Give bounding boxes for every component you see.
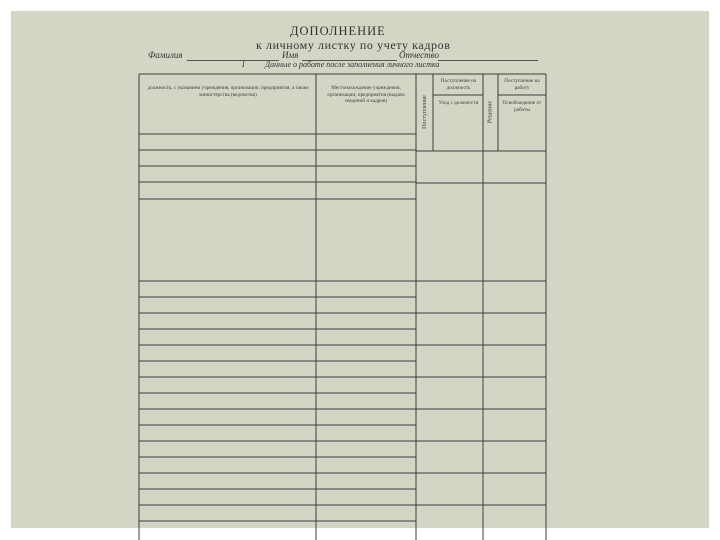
- col-admission-header: Поступление: [422, 95, 428, 129]
- form-title: ДОПОЛНЕНИЕ: [290, 24, 386, 38]
- col-position-header: должность, с указанием учреждения, организации, предприятия, а также министерства (ведомства): [147, 85, 309, 98]
- name-label: Имя: [282, 50, 299, 60]
- col-leave-header: Уход с должности: [438, 100, 479, 106]
- patronymic-label: Отчество: [399, 50, 439, 60]
- col-hire-header: Поступление на должность: [440, 78, 477, 91]
- surname-label: Фамилия: [148, 50, 183, 60]
- form-subtitle: к личному листку по учету кадров: [256, 38, 451, 52]
- section-title: Данные о работе после заполнения личного листка: [265, 60, 440, 69]
- col-location-header: Местонахождение учреждения, организации, предприятия (выдача сведений и кадров): [327, 85, 405, 104]
- section-number: I: [242, 60, 245, 69]
- col-decision-header: Решение: [487, 100, 494, 124]
- col-dismissal-header: Освобождение от работы: [502, 100, 542, 113]
- col-employment-header: Поступление на работу: [504, 78, 540, 91]
